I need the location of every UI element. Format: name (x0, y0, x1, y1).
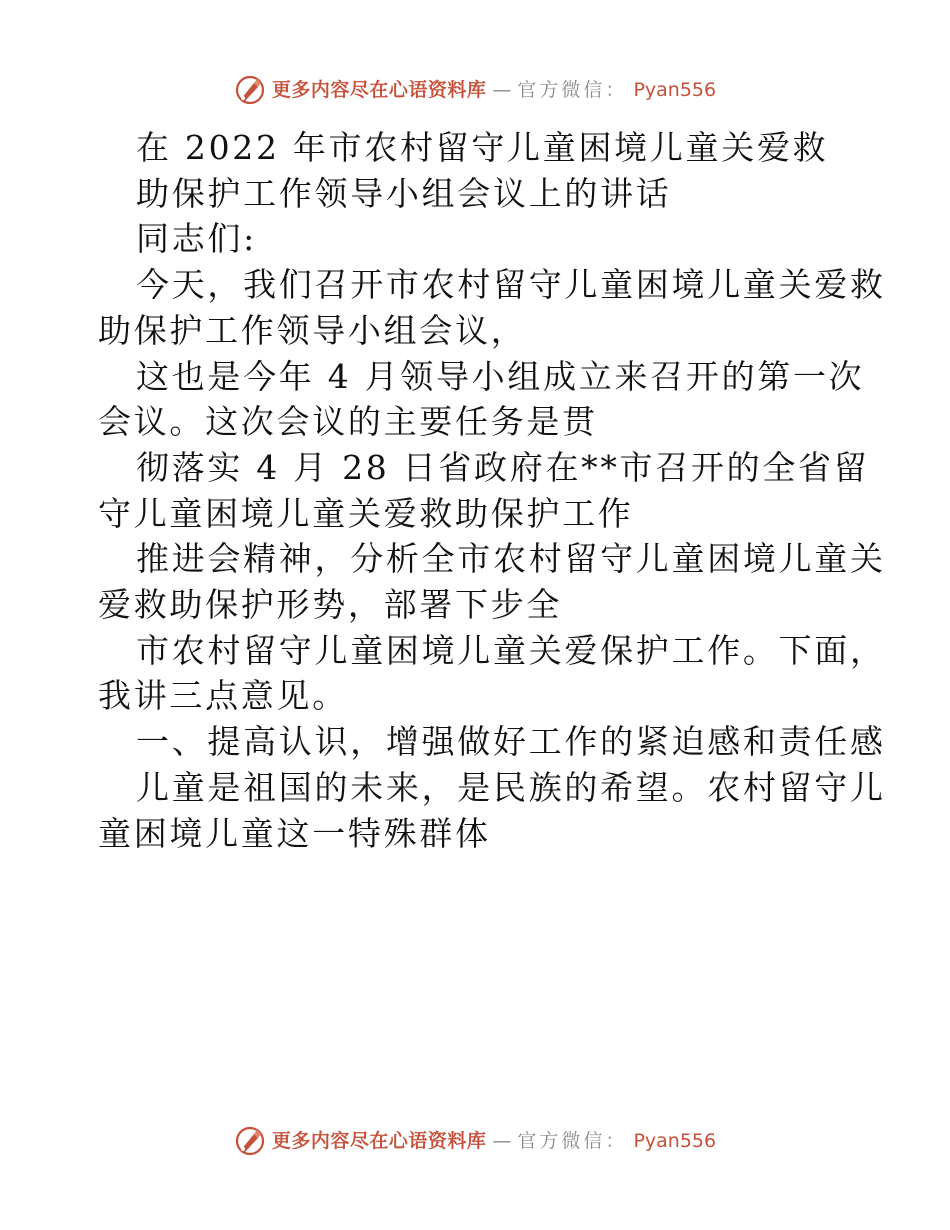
document-body (98, 125, 886, 856)
text-line: 今天，我们召开市农村留守儿童困境儿童关爱救 (136, 265, 886, 305)
footer-watermark (0, 1125, 950, 1157)
watermark-wechat-id: Pyan556 (633, 79, 717, 101)
watermark-wechat-label: 官方微信： (517, 1130, 628, 1152)
watermark-separator: — (492, 1130, 512, 1152)
ink-pen-logo-icon (234, 74, 266, 106)
text-line: 市农村留守儿童困境儿童关爱保护工作。下面， (136, 630, 886, 670)
ink-pen-logo-icon (234, 1125, 266, 1157)
watermark-wechat-label: 官方微信： (517, 79, 628, 101)
text-line: 爱救助保护形势，部署下步全 (98, 585, 563, 625)
text-line: 助保护工作领导小组会议上的讲话 (136, 173, 672, 213)
text-line: 守儿童困境儿童关爱救助保护工作 (98, 493, 634, 533)
text-line: 同志们: (136, 219, 257, 259)
text-line: 儿童是祖国的未来，是民族的希望。农村留守儿 (136, 767, 886, 807)
text-line: 一、提高认识，增强做好工作的紧迫感和责任感 (136, 722, 886, 762)
text-line: 在 2022 年市农村留守儿童困境儿童关爱救 (136, 128, 829, 167)
text-line: 这也是今年 4 月领导小组成立来召开的第一次 (136, 356, 865, 396)
text-line: 助保护工作领导小组会议， (98, 310, 527, 350)
text-line: 彻落实 4 月 28 日省政府在**市召开的全省留 (136, 447, 870, 487)
text-line: 童困境儿童这一特殊群体 (98, 813, 491, 853)
watermark-wechat-id: Pyan556 (633, 1130, 717, 1152)
text-line: 会议。这次会议的主要任务是贯 (98, 402, 598, 442)
text-line: 推进会精神，分析全市农村留守儿童困境儿童关 (136, 539, 886, 579)
watermark-site-text: 更多内容尽在心语资料库 (271, 1130, 487, 1152)
text-line: 我讲三点意见。 (98, 676, 348, 716)
header-watermark (0, 74, 950, 106)
watermark-separator: — (492, 79, 512, 101)
watermark-site-text: 更多内容尽在心语资料库 (271, 79, 487, 101)
